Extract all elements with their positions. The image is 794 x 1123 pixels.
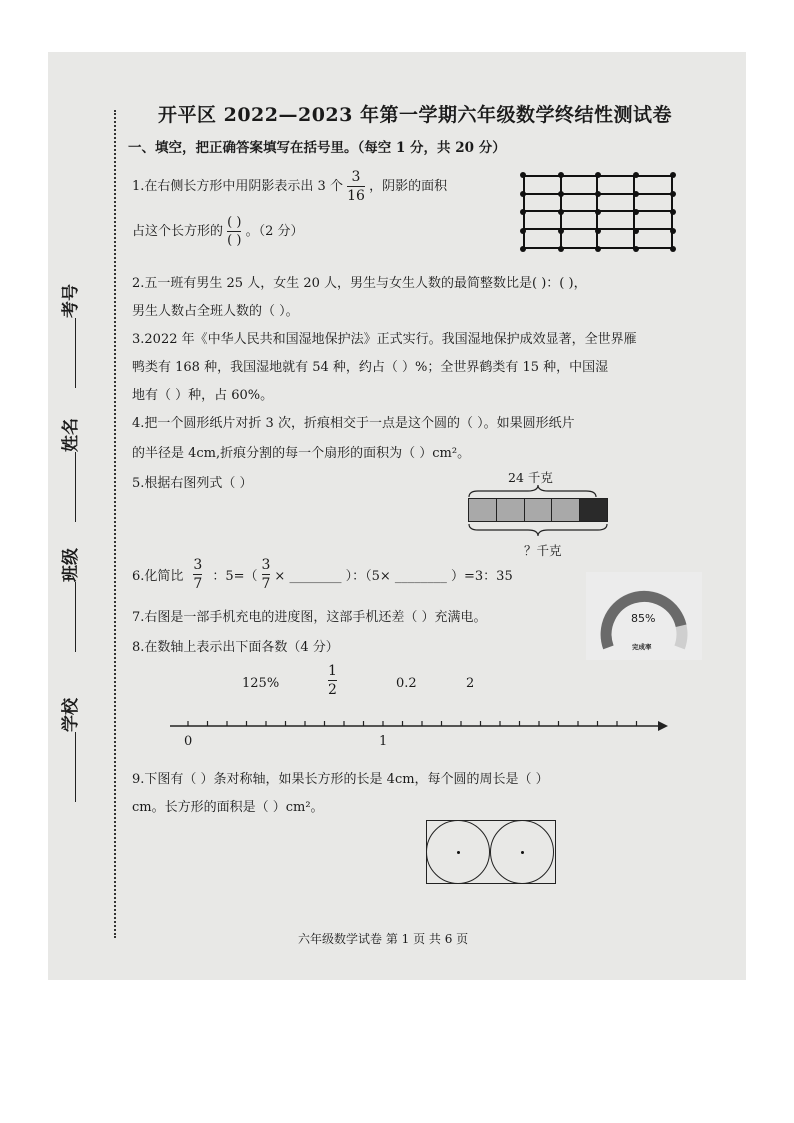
question-2-line1: 2.五一班有男生 25 人，女生 20 人，男生与女生人数的最简整数比是( )：( )， [132, 276, 587, 291]
grid-vertex-dot [633, 246, 639, 252]
grid-vertex-dot [633, 191, 639, 197]
bar-top-label: 24 千克 [508, 470, 553, 485]
fraction-3-16: $\frac{3}{16}$ [347, 169, 365, 204]
question-1-line1: 1.在右侧长方形中用阴影表示出 3 个 $\frac{3}{16}$ ，阴影的面积 [132, 169, 448, 204]
question-1-line2: 占这个长方形的 $\frac{( )}{( )}$ 。（2 分） [132, 215, 304, 248]
axis-label-0: 0 [184, 734, 193, 749]
exam-paper [48, 52, 746, 980]
bar-bottom-brace [468, 523, 608, 537]
question-7-text: 7.右图是一部手机充电的进度图，这部手机还差（ ）充满电。 [132, 610, 487, 625]
grid-vertex-dot [520, 228, 526, 234]
question-3-line2: 鸭类有 168 种，我国湿地就有 54 种，约占（ ）%；全世界鹤类有 15 种，中国湿 [132, 360, 609, 375]
side-label-exam-no: 考号 [56, 284, 81, 388]
grid-vertex-dot [558, 191, 564, 197]
grid-vertex-dot [558, 172, 564, 178]
question-3-line3: 地有（ ）种，占 60%。 [132, 388, 274, 403]
charging-progress-gauge [586, 572, 702, 660]
grid-vertex-dot [520, 172, 526, 178]
number-0-2: 0.2 [396, 676, 417, 691]
grid-vertex-dot [558, 228, 564, 234]
segment-bar [468, 498, 608, 522]
page-title: 开平区 2022—2023 年第一学期六年级数学终结性测试卷 [158, 104, 672, 126]
question-9-line2: cm。长方形的面积是（ ）cm²。 [132, 800, 324, 815]
rectangle-with-two-circles [426, 820, 556, 884]
grid-vertex-dot [595, 209, 601, 215]
side-label-school: 学校 [56, 698, 81, 802]
grid-vertex-dot [595, 191, 601, 197]
grid-vertex-dot [520, 246, 526, 252]
gauge-caption: 完成率 [632, 643, 652, 651]
number-line[interactable] [168, 716, 668, 749]
bar-top-brace [468, 484, 608, 498]
grid-vertex-dot [670, 172, 676, 178]
grid-vertex-dot [558, 209, 564, 215]
number-125-percent: 125% [242, 676, 280, 691]
question-5-text: 5.根据右图列式（ ） [132, 476, 253, 491]
side-label-class: 班级 [56, 548, 81, 652]
grid-vertex-dot [595, 228, 601, 234]
section-heading: 一、填空，把正确答案填写在括号里。（每空 1 分，共 20 分） [128, 140, 506, 156]
grid-vertex-dot [670, 246, 676, 252]
number-2: 2 [466, 676, 475, 691]
question-8-text: 8.在数轴上表示出下面各数（4 分） [132, 640, 339, 655]
page-footer: 六年级数学试卷 第 1 页 共 6 页 [298, 932, 469, 946]
question-4-line2: 的半径是 4cm,折痕分割的每一个扇形的面积为（ ）cm²。 [132, 446, 471, 461]
grid-vertex-dot [670, 191, 676, 197]
side-label-name: 姓名 [56, 418, 81, 522]
binding-dotted-line [114, 110, 116, 938]
grid-vertex-dot [520, 191, 526, 197]
circle-right-center [521, 851, 524, 854]
question-4-line1: 4.把一个圆形纸片对折 3 次，折痕相交于一点是这个圆的（ ）。如果圆形纸片 [132, 416, 575, 431]
grid-vertex-dot [633, 228, 639, 234]
question-2-line2: 男生人数占全班人数的（ ）。 [132, 304, 299, 319]
gauge-value: 85% [631, 612, 656, 625]
question-6: 6.化简比 $\frac{3}{7}$ ：5=（ $\frac{3}{7}$ × ________ ）：（5× ________ ）=3：35 [132, 557, 513, 592]
grid-vertex-dot [520, 209, 526, 215]
grid-vertex-dot [558, 246, 564, 252]
number-one-half: $\frac{1}{2}$ [328, 663, 337, 698]
question-9-line1: 9.下图有（ ）条对称轴，如果长方形的长是 4cm，每个圆的周长是（ ） [132, 772, 549, 787]
number-line-arrow [658, 721, 668, 731]
grid-vertex-dot [595, 172, 601, 178]
question-3-line1: 3.2022 年《中华人民共和国湿地保护法》正式实行。我国湿地保护成效显著，全世界雁 [132, 332, 637, 347]
grid-vertex-dot [633, 172, 639, 178]
grid-vertex-dot [595, 246, 601, 252]
grid-vertex-dot [670, 228, 676, 234]
circle-left-center [457, 851, 460, 854]
bar-bottom-label: ？千克 [524, 543, 562, 558]
grid-vertex-dot [670, 209, 676, 215]
grid-vertex-dot [633, 209, 639, 215]
axis-label-1: 1 [379, 734, 388, 749]
